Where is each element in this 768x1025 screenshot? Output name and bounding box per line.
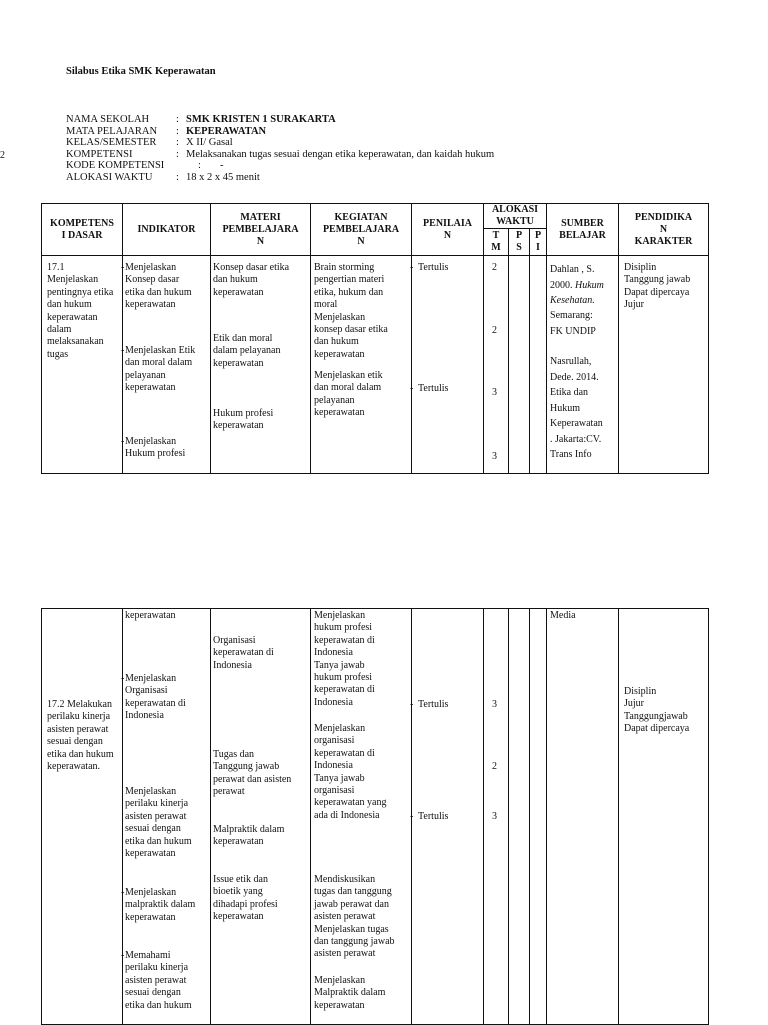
materi-item: Malpraktik dalam keperawatan bbox=[213, 824, 285, 848]
meta-label: NAMA SEKOLAH bbox=[66, 114, 150, 125]
cell-indikator bbox=[123, 256, 211, 474]
meta-colon: : bbox=[176, 137, 179, 149]
syllabus-table-1 bbox=[41, 203, 709, 474]
syllabus-table-2 bbox=[41, 608, 709, 1025]
materi-item: Organisasi keperawatan di Indonesia bbox=[213, 635, 274, 671]
bullet-mark: - bbox=[121, 345, 125, 356]
cell-karakter bbox=[619, 609, 709, 1025]
cell-ps bbox=[509, 609, 530, 1025]
karakter-text: Disiplin Jujur Tanggungjawab Dapat dipercaya bbox=[624, 686, 690, 735]
cell-sumber bbox=[547, 256, 619, 474]
sumber-text: Semarang: FK UNDIP bbox=[550, 310, 596, 337]
document-title: Silabus Etika SMK Keperawatan bbox=[66, 66, 216, 77]
tm-value: 2 bbox=[492, 262, 497, 273]
cell-kompetensi-17-2 bbox=[42, 609, 123, 1025]
meta-row-school bbox=[66, 114, 494, 126]
meta-colon: : bbox=[198, 160, 201, 172]
header-pi bbox=[530, 229, 547, 256]
materi-item: Issue etik dan bioetik yang dihadapi profesi keperawatan bbox=[213, 874, 278, 923]
meta-label: KODE KOMPETENSI bbox=[66, 160, 165, 172]
kegiatan-item: Menjelaskan etik dan moral dalam pelayanan keperawatan bbox=[314, 370, 383, 419]
cell-kegiatan bbox=[311, 256, 412, 474]
cell-pi bbox=[530, 609, 547, 1025]
sumber-ref-2: Nasrullah, Dede. 2014. Etika dan Hukum Keperawatan . Jakarta:CV. Trans Info bbox=[550, 356, 603, 460]
meta-row-time bbox=[66, 172, 494, 184]
header-tm-text: T M bbox=[491, 230, 501, 253]
cell-materi bbox=[211, 609, 311, 1025]
kompetensi-text: 17.2 Melakukan perilaku kinerja asisten perawat sesuai dengan etika dan hukum keperawatan. bbox=[47, 699, 114, 773]
kegiatan-item: Mendiskusikan tugas dan tanggung jawab perawat dan asisten perawat Menjelaskan tugas dan tanggung jawab asisten perawat bbox=[314, 874, 395, 960]
cell-tm bbox=[484, 256, 509, 474]
sumber-text: Dahlan , S. 2000. bbox=[550, 264, 595, 291]
bullet-mark: - bbox=[121, 436, 125, 447]
cell-sumber bbox=[547, 609, 619, 1025]
header-alokasi bbox=[484, 204, 547, 229]
cell-tm bbox=[484, 609, 509, 1025]
cell-karakter bbox=[619, 256, 709, 474]
kegiatan-item: Brain storming pengertian materi etika, hukum dan moral Menjelaskan konsep dasar etika dan hukum keperawatan bbox=[314, 262, 388, 360]
header-tm bbox=[484, 229, 509, 256]
tm-value: 3 bbox=[492, 387, 497, 398]
cell-kompetensi-17-1 bbox=[42, 256, 123, 474]
sumber-italic-text: Hukum Kesehatan. bbox=[550, 279, 604, 306]
meta-row-class bbox=[66, 137, 494, 149]
meta-label: KOMPETENSI bbox=[66, 148, 133, 160]
header-materi-text: MATERI PEMBELAJARA N bbox=[222, 211, 299, 247]
cell-materi bbox=[211, 256, 311, 474]
indikator-item: Menjelaskan Hukum profesi bbox=[125, 436, 186, 460]
bullet-mark: - bbox=[121, 887, 125, 898]
meta-row-competence bbox=[66, 149, 494, 161]
cell-penilaian bbox=[412, 256, 484, 474]
meta-colon: : bbox=[176, 125, 179, 137]
meta-value: KEPERAWATAN bbox=[186, 125, 267, 137]
sumber-ref-1 bbox=[550, 262, 604, 309]
indikator-item: Menjelaskan Etik dan moral dalam pelayanan keperawatan bbox=[125, 345, 196, 394]
header-kompetensi bbox=[42, 204, 123, 256]
penilaian-item: Tertulis bbox=[418, 262, 449, 273]
bullet-mark: - bbox=[121, 950, 125, 961]
indikator-item: Memahami perilaku kinerja asisten perawat sesuai dengan etika dan hukum bbox=[125, 950, 192, 1011]
karakter-text: Disiplin Tanggung jawab Dapat dipercaya Jujur bbox=[624, 262, 691, 311]
header-pi-text: P I bbox=[534, 230, 542, 253]
meta-value: X II/ Gasal bbox=[186, 137, 233, 149]
indikator-item: keperawatan bbox=[125, 610, 176, 621]
bullet-mark: - bbox=[410, 811, 414, 822]
tm-value: 3 bbox=[492, 699, 497, 710]
meta-block bbox=[66, 114, 494, 184]
header-karakter-text: PENDIDIKA N KARAKTER bbox=[634, 211, 693, 247]
bullet-mark: - bbox=[121, 673, 125, 684]
materi-item: Konsep dasar etika dan hukum keperawatan bbox=[213, 262, 290, 298]
header-sumber-text: SUMBER BELAJAR bbox=[559, 217, 606, 241]
meta-row-subject bbox=[66, 126, 494, 138]
cell-pi bbox=[530, 256, 547, 474]
header-materi bbox=[211, 204, 311, 256]
header-alokasi-text: ALOKASI WAKTU bbox=[491, 204, 539, 227]
kegiatan-item: Menjelaskan organisasi keperawatan di Indonesia Tanya jawab organisasi keperawatan yang ada di Indonesia bbox=[314, 723, 387, 821]
header-penilaian-text: PENILAIA N bbox=[423, 217, 472, 241]
meta-row-code bbox=[66, 160, 494, 172]
bullet-mark: - bbox=[121, 262, 125, 273]
tm-value: 2 bbox=[492, 761, 497, 772]
header-indikator-text: INDIKATOR bbox=[137, 223, 196, 235]
meta-value: SMK KRISTEN 1 SURAKARTA bbox=[186, 114, 336, 125]
tm-value: 3 bbox=[492, 451, 497, 462]
indikator-item: Menjelaskan perilaku kinerja asisten perawat sesuai dengan etika dan hukum keperawatan bbox=[125, 786, 192, 860]
header-ps-text: P S bbox=[515, 230, 523, 253]
sumber-text: Media bbox=[550, 610, 576, 621]
meta-label: ALOKASI WAKTU bbox=[66, 171, 153, 183]
bullet-mark: - bbox=[410, 262, 414, 273]
bullet-mark: - bbox=[410, 383, 414, 394]
materi-item: Hukum profesi keperawatan bbox=[213, 408, 274, 432]
meta-colon: : bbox=[176, 148, 179, 160]
penilaian-item: Tertulis bbox=[418, 811, 449, 822]
cell-penilaian bbox=[412, 609, 484, 1025]
tm-value: 3 bbox=[492, 811, 497, 822]
kegiatan-item: Menjelaskan hukum profesi keperawatan di Indonesia Tanya jawab hukum profesi keperawatan di Indonesia bbox=[314, 610, 375, 708]
indikator-item: Menjelaskan Konsep dasar etika dan hukum keperawatan bbox=[125, 262, 192, 311]
cell-indikator bbox=[123, 609, 211, 1025]
kegiatan-item: Menjelaskan Malpraktik dalam keperawatan bbox=[314, 975, 386, 1011]
header-indikator bbox=[123, 204, 211, 256]
header-sumber bbox=[547, 204, 619, 256]
meta-value: Melaksanakan tugas sesuai dengan etika keperawatan, dan kaidah hukum bbox=[186, 148, 495, 160]
meta-colon: : bbox=[176, 171, 179, 183]
header-kegiatan bbox=[311, 204, 412, 256]
header-karakter bbox=[619, 204, 709, 256]
materi-item: Tugas dan Tanggung jawab perawat dan asisten perawat bbox=[213, 749, 292, 798]
indikator-item: Menjelaskan malpraktik dalam keperawatan bbox=[125, 887, 196, 923]
meta-value: 18 x 2 x 45 menit bbox=[186, 171, 260, 183]
meta-value: - bbox=[220, 160, 224, 172]
meta-label: KELAS/SEMESTER bbox=[66, 137, 157, 149]
bullet-mark: - bbox=[410, 699, 414, 710]
tm-value: 2 bbox=[492, 325, 497, 336]
penilaian-item: Tertulis bbox=[418, 383, 449, 394]
header-ps bbox=[509, 229, 530, 256]
header-kegiatan-text: KEGIATAN PEMBELAJARA N bbox=[322, 211, 400, 247]
kompetensi-text: 17.1 Menjelaskan pentingnya etika dan hukum keperawatan dalam melaksanakan tugas bbox=[47, 262, 114, 360]
indikator-item: Menjelaskan Organisasi keperawatan di Indonesia bbox=[125, 673, 186, 722]
penilaian-item: Tertulis bbox=[418, 699, 449, 710]
meta-label: MATA PELAJARAN bbox=[66, 125, 158, 137]
materi-item: Etik dan moral dalam pelayanan keperawatan bbox=[213, 333, 281, 369]
meta-colon: : bbox=[176, 114, 179, 125]
stray-mark: 2 bbox=[0, 150, 5, 161]
cell-ps bbox=[509, 256, 530, 474]
header-penilaian bbox=[412, 204, 484, 256]
cell-kegiatan bbox=[311, 609, 412, 1025]
header-kompetensi-text: KOMPETENS I DASAR bbox=[50, 217, 114, 241]
